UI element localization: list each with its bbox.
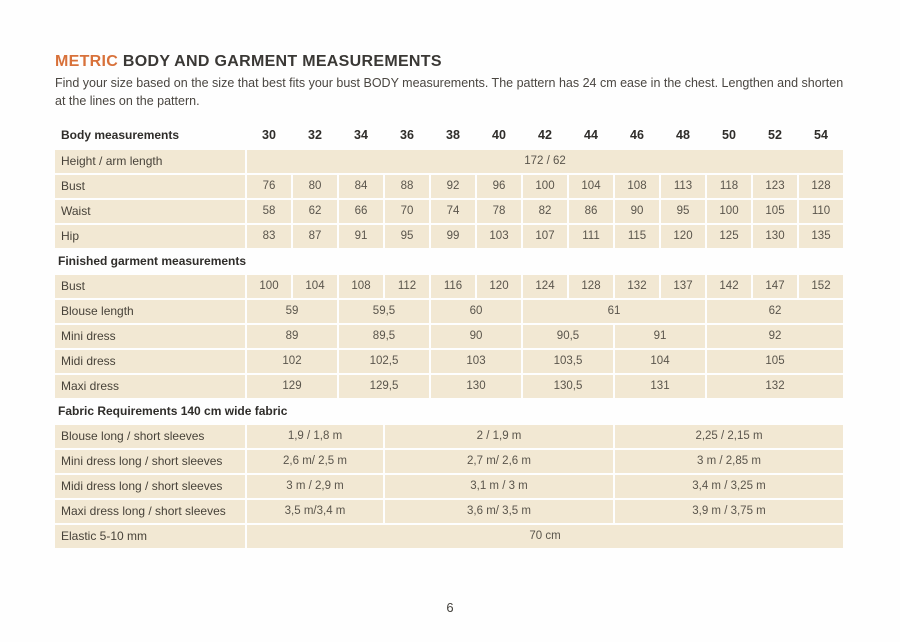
table-cell: 3,5 m/3,4 m xyxy=(247,500,383,523)
row-label: Hip xyxy=(55,225,245,248)
row-label: Blouse long / short sleeves xyxy=(55,425,245,448)
size-column-header: 52 xyxy=(768,128,782,142)
table-row xyxy=(55,150,843,173)
page-title xyxy=(55,53,845,71)
table-cell: 105 xyxy=(707,350,843,373)
table-cell: 95 xyxy=(385,225,429,248)
table-cell: 1,9 / 1,8 m xyxy=(247,425,383,448)
table-cell: 91 xyxy=(339,225,383,248)
table-cell: 128 xyxy=(569,275,613,298)
table-cell: 89 xyxy=(247,325,337,348)
size-column-header: 48 xyxy=(676,128,690,142)
table-cell: 88 xyxy=(385,175,429,198)
table-cell: 118 xyxy=(707,175,751,198)
table-cell: 120 xyxy=(661,225,705,248)
table-cell: 111 xyxy=(569,225,613,248)
table-row xyxy=(55,375,843,398)
table-cell: 80 xyxy=(293,175,337,198)
table-cell: 132 xyxy=(615,275,659,298)
table-cell: 172 / 62 xyxy=(247,150,843,173)
table-cell: 60 xyxy=(431,300,521,323)
table-cell: 152 xyxy=(799,275,843,298)
table-cell: 123 xyxy=(753,175,797,198)
size-column-header: 46 xyxy=(630,128,644,142)
size-column-header: 34 xyxy=(354,128,368,142)
table-cell: 92 xyxy=(431,175,475,198)
table-cell: 142 xyxy=(707,275,751,298)
table-cell: 112 xyxy=(385,275,429,298)
table-cell: 137 xyxy=(661,275,705,298)
table-cell: 129,5 xyxy=(339,375,429,398)
table-cell: 82 xyxy=(523,200,567,223)
table-row xyxy=(55,175,843,198)
table-cell: 128 xyxy=(799,175,843,198)
table-cell: 90 xyxy=(615,200,659,223)
table-cell: 108 xyxy=(339,275,383,298)
size-column-header: 54 xyxy=(814,128,828,142)
size-column-header: 44 xyxy=(584,128,598,142)
table-cell: 70 xyxy=(385,200,429,223)
table-cell: 104 xyxy=(615,350,705,373)
table-cell: 87 xyxy=(293,225,337,248)
row-label: Maxi dress xyxy=(55,375,245,398)
row-label: Midi dress long / short sleeves xyxy=(55,475,245,498)
table-cell: 130,5 xyxy=(523,375,613,398)
page-number: 6 xyxy=(446,600,454,615)
table-cell: 103,5 xyxy=(523,350,613,373)
size-column-header: 42 xyxy=(538,128,552,142)
table-cell: 100 xyxy=(523,175,567,198)
row-label: Mini dress xyxy=(55,325,245,348)
table-cell: 90,5 xyxy=(523,325,613,348)
table-row xyxy=(55,475,843,498)
table-cell: 99 xyxy=(431,225,475,248)
row-label: Midi dress xyxy=(55,350,245,373)
table-row xyxy=(55,450,843,473)
table-row xyxy=(55,225,843,248)
table-cell: 100 xyxy=(247,275,291,298)
measurement-table xyxy=(55,124,843,548)
table-cell: 2,7 m/ 2,6 m xyxy=(385,450,613,473)
table-cell: 84 xyxy=(339,175,383,198)
table-row xyxy=(55,275,843,298)
table-cell: 102 xyxy=(247,350,337,373)
size-column-header: 32 xyxy=(308,128,322,142)
row-label: Maxi dress long / short sleeves xyxy=(55,500,245,523)
table-cell: 124 xyxy=(523,275,567,298)
table-cell: 129 xyxy=(247,375,337,398)
table-cell: 91 xyxy=(615,325,705,348)
table-cell: 86 xyxy=(569,200,613,223)
table-cell: 66 xyxy=(339,200,383,223)
table-cell: 115 xyxy=(615,225,659,248)
table-row xyxy=(55,525,843,548)
section-header: Fabric Requirements 140 cm wide fabric xyxy=(58,404,288,418)
row-label: Bust xyxy=(55,275,245,298)
size-column-header: 40 xyxy=(492,128,506,142)
table-cell: 132 xyxy=(707,375,843,398)
table-cell: 130 xyxy=(431,375,521,398)
table-cell: 2,6 m/ 2,5 m xyxy=(247,450,383,473)
row-label: Body measurements xyxy=(61,128,180,142)
table-cell: 3,6 m/ 3,5 m xyxy=(385,500,613,523)
table-cell: 92 xyxy=(707,325,843,348)
table-cell: 78 xyxy=(477,200,521,223)
table-cell: 2,25 / 2,15 m xyxy=(615,425,843,448)
table-cell: 104 xyxy=(569,175,613,198)
table-cell: 3,4 m / 3,25 m xyxy=(615,475,843,498)
table-cell: 107 xyxy=(523,225,567,248)
table-row xyxy=(55,200,843,223)
size-column-header: 30 xyxy=(262,128,276,142)
table-cell: 3 m / 2,9 m xyxy=(247,475,383,498)
title-accent: METRIC xyxy=(55,53,119,70)
row-label: Bust xyxy=(55,175,245,198)
row-label: Mini dress long / short sleeves xyxy=(55,450,245,473)
title-rest: BODY AND GARMENT MEASUREMENTS xyxy=(118,53,442,70)
table-cell: 105 xyxy=(753,200,797,223)
table-cell: 116 xyxy=(431,275,475,298)
section-header: Finished garment measurements xyxy=(58,254,247,268)
table-cell: 3,1 m / 3 m xyxy=(385,475,613,498)
table-cell: 59,5 xyxy=(339,300,429,323)
table-cell: 90 xyxy=(431,325,521,348)
table-row xyxy=(55,300,843,323)
table-cell: 61 xyxy=(523,300,705,323)
table-cell: 62 xyxy=(293,200,337,223)
table-cell: 76 xyxy=(247,175,291,198)
table-cell: 104 xyxy=(293,275,337,298)
table-cell: 102,5 xyxy=(339,350,429,373)
table-cell: 3 m / 2,85 m xyxy=(615,450,843,473)
table-row xyxy=(55,425,843,448)
row-label: Elastic 5-10 mm xyxy=(55,525,245,548)
table-cell: 103 xyxy=(477,225,521,248)
table-cell: 89,5 xyxy=(339,325,429,348)
table-cell: 103 xyxy=(431,350,521,373)
table-cell: 70 cm xyxy=(247,525,843,548)
size-column-header: 38 xyxy=(446,128,460,142)
size-column-header: 36 xyxy=(400,128,414,142)
table-cell: 130 xyxy=(753,225,797,248)
table-cell: 95 xyxy=(661,200,705,223)
row-label: Height / arm length xyxy=(55,150,245,173)
page-content xyxy=(55,53,845,550)
table-cell: 100 xyxy=(707,200,751,223)
table-cell: 113 xyxy=(661,175,705,198)
table-cell: 120 xyxy=(477,275,521,298)
table-row xyxy=(55,500,843,523)
table-cell: 58 xyxy=(247,200,291,223)
table-cell: 96 xyxy=(477,175,521,198)
row-label: Blouse length xyxy=(55,300,245,323)
table-cell: 83 xyxy=(247,225,291,248)
table-cell: 131 xyxy=(615,375,705,398)
table-cell: 59 xyxy=(247,300,337,323)
table-cell: 3,9 m / 3,75 m xyxy=(615,500,843,523)
size-header-row xyxy=(55,124,843,147)
table-cell: 62 xyxy=(707,300,843,323)
intro-text: Find your size based on the size that best fits your bust BODY measurements. The pattern has 24 cm ease in the chest. Lengthen and shorten at the lines on the pattern. xyxy=(55,76,844,108)
row-label: Waist xyxy=(55,200,245,223)
table-cell: 147 xyxy=(753,275,797,298)
table-cell: 110 xyxy=(799,200,843,223)
table-cell: 135 xyxy=(799,225,843,248)
table-row xyxy=(55,350,843,373)
table-row xyxy=(55,325,843,348)
table-cell: 74 xyxy=(431,200,475,223)
table-cell: 125 xyxy=(707,225,751,248)
table-cell: 108 xyxy=(615,175,659,198)
size-column-header: 50 xyxy=(722,128,736,142)
table-cell: 2 / 1,9 m xyxy=(385,425,613,448)
